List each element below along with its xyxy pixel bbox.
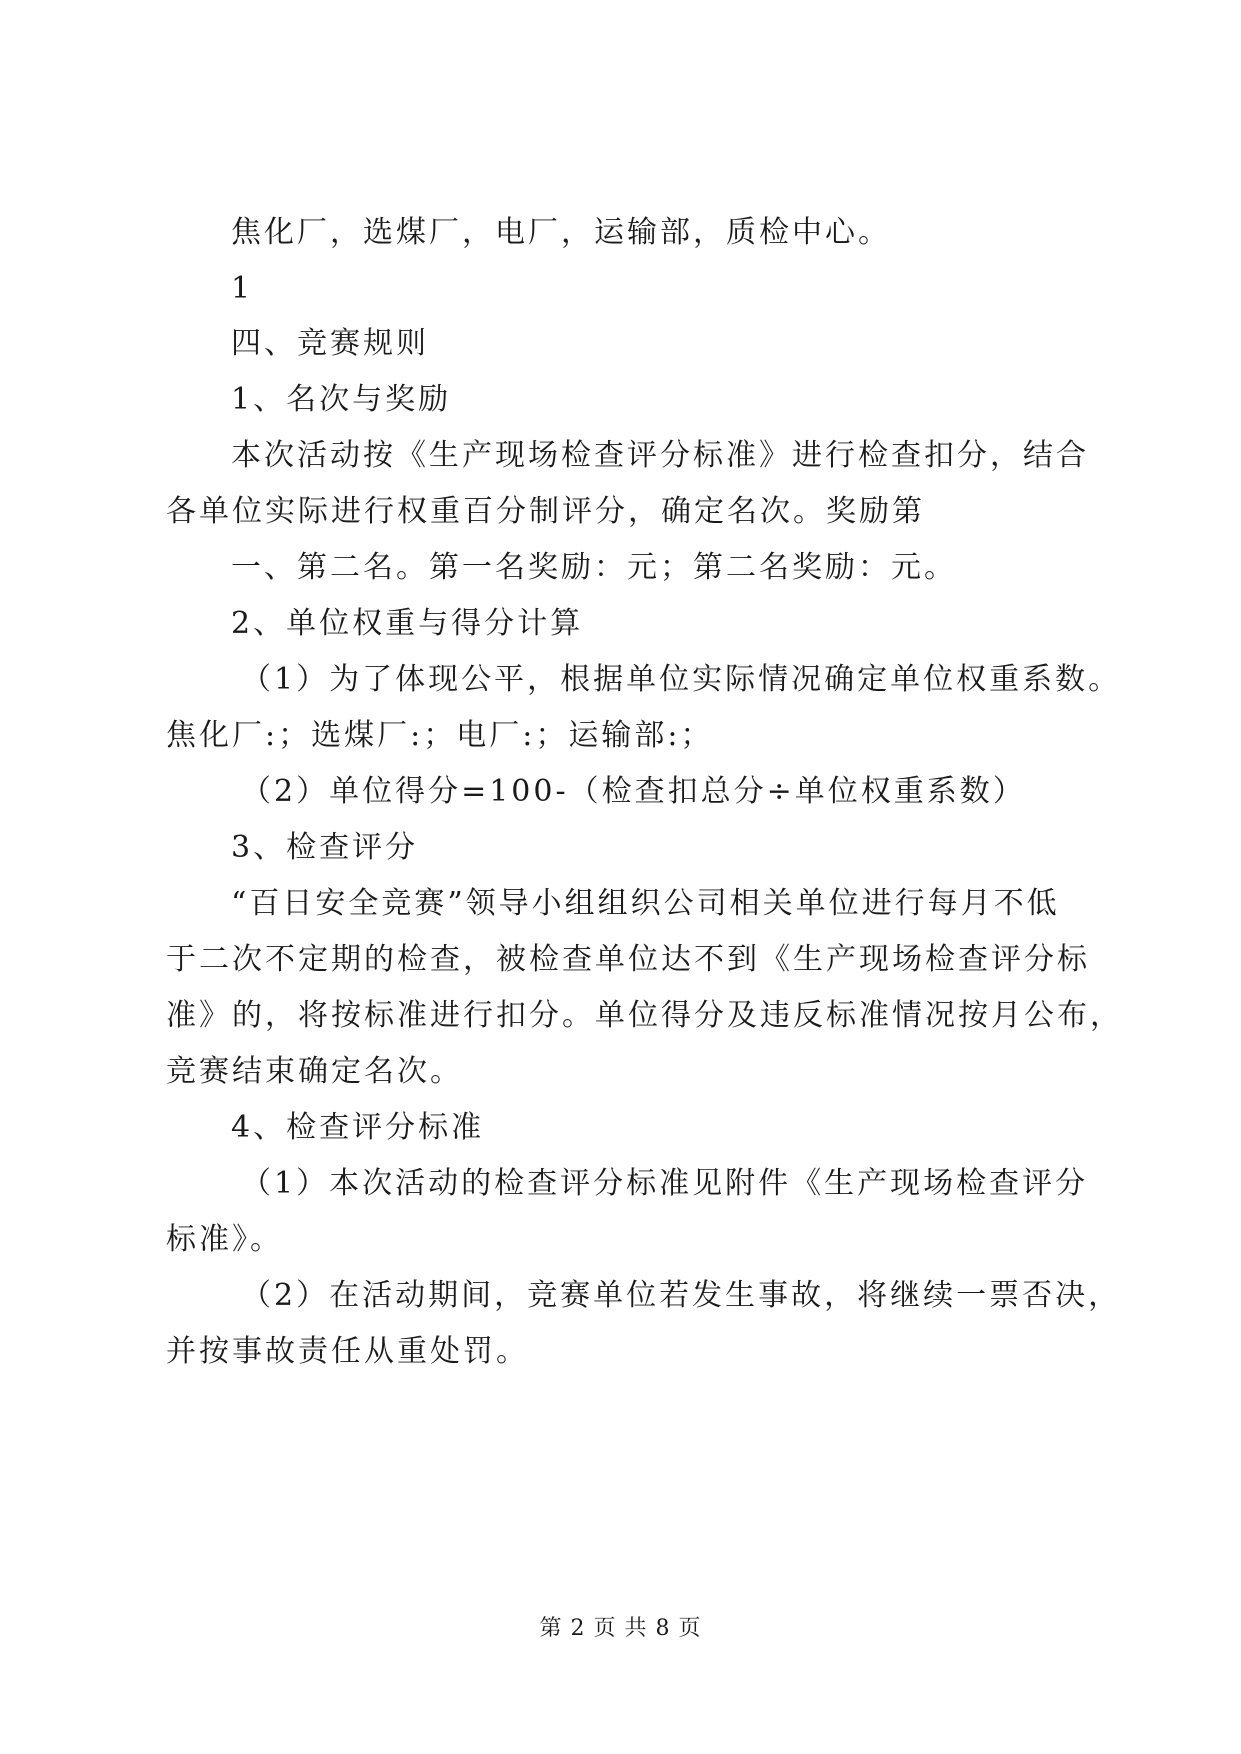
paragraph-line: （1）本次活动的检查评分标准见附件《生产现场检查评分: [241, 1166, 1089, 1201]
subsection-heading: 1、名次与奖励: [231, 382, 452, 417]
paragraph-line: 竞赛结束确定名次。: [166, 1054, 463, 1089]
page-number-marker: 1: [231, 271, 254, 306]
subsection-heading: 2、单位权重与得分计算: [231, 606, 584, 641]
paragraph-line: 本次活动按《生产现场检查评分标准》进行检查扣分，结合: [231, 438, 1089, 473]
paragraph-line: （2）单位得分=100-（检查扣总分÷单位权重系数）: [241, 774, 1026, 809]
paragraph-line: （1）为了体现公平，根据单位实际情况确定单位权重系数。: [241, 662, 1122, 697]
paragraph-line: “百日安全竞赛”领导小组组织公司相关单位进行每月不低: [231, 886, 1060, 921]
paragraph-line: 焦化厂:；选煤厂:；电厂:；运输部:；: [166, 718, 714, 753]
subsection-heading: 3、检查评分: [231, 830, 419, 865]
section-heading: 四、竞赛规则: [231, 326, 429, 361]
subsection-heading: 4、检查评分标准: [231, 1110, 485, 1145]
paragraph-line: 各单位实际进行权重百分制评分，确定名次。奖励第: [166, 494, 925, 529]
paragraph-line: 一、第二名。第一名奖励：元；第二名奖励：元。: [231, 550, 957, 585]
paragraph-line: 焦化厂，选煤厂，电厂，运输部，质检中心。: [231, 215, 891, 250]
page-footer: 第 2 页 共 8 页: [539, 1616, 702, 1641]
paragraph-line: （2）在活动期间，竞赛单位若发生事故，将继续一票否决，: [241, 1278, 1122, 1313]
paragraph-line: 准》的，将按标准进行扣分。单位得分及违反标准情况按月公布，: [166, 998, 1123, 1033]
paragraph-line: 标准》。: [166, 1222, 283, 1257]
paragraph-line: 于二次不定期的检查，被检查单位达不到《生产现场检查评分标: [166, 942, 1090, 977]
paragraph-line: 并按事故责任从重处罚。: [166, 1334, 529, 1369]
